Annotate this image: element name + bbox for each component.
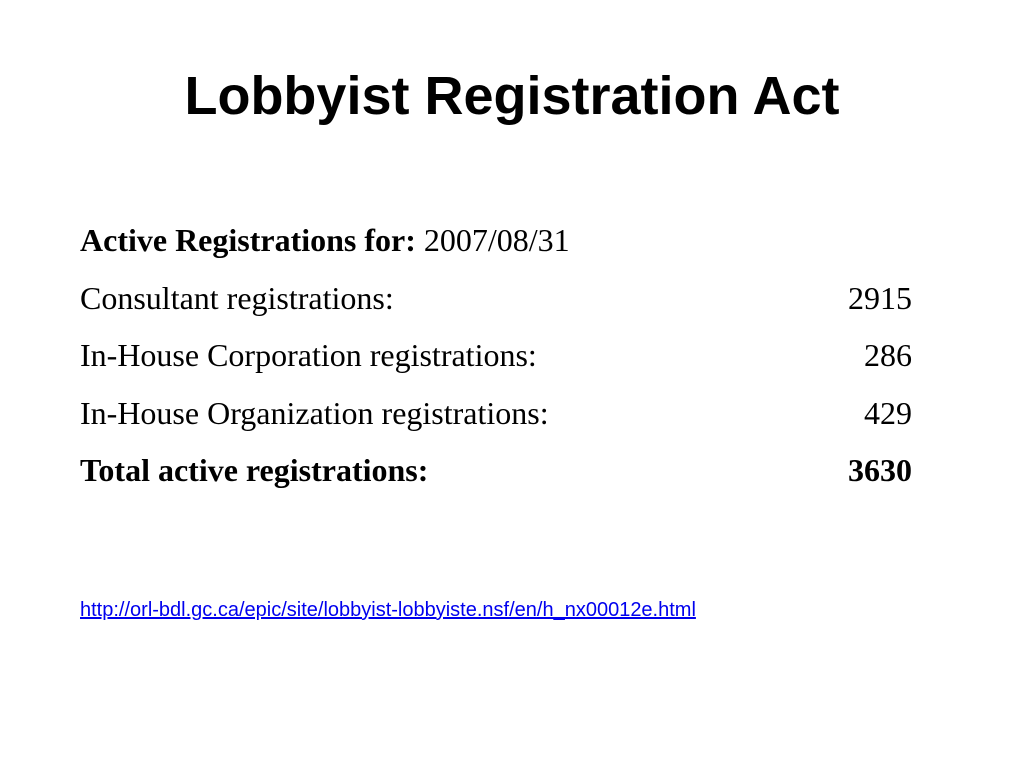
- row-value: 2915: [848, 279, 912, 316]
- registrations-section: [80, 212, 912, 500]
- heading-date: 2007/08/31: [423, 222, 570, 258]
- row-label: Consultant registrations:: [80, 279, 394, 316]
- in-house-corporation-row: [80, 327, 912, 385]
- slide-title: Lobbyist Registration Act: [184, 66, 840, 126]
- total-label: Total active registrations:: [80, 452, 429, 489]
- row-label: In-House Corporation registrations:: [80, 337, 537, 374]
- heading-text: [80, 212, 912, 270]
- row-value: 429: [864, 394, 912, 431]
- consultant-row: [80, 270, 912, 328]
- source-link-container: [80, 596, 696, 624]
- total-row: [80, 442, 912, 500]
- in-house-organization-row: [80, 385, 912, 443]
- row-value: 286: [864, 337, 912, 374]
- total-value: 3630: [848, 452, 912, 489]
- row-label: In-House Organization registrations:: [80, 394, 549, 431]
- heading-label: Active Registrations for:: [80, 222, 416, 258]
- registrations-heading: [80, 212, 912, 270]
- source-link[interactable]: http://orl-bdl.gc.ca/epic/site/lobbyist-lobbyiste.nsf/en/h_nx00012e.html: [80, 599, 696, 621]
